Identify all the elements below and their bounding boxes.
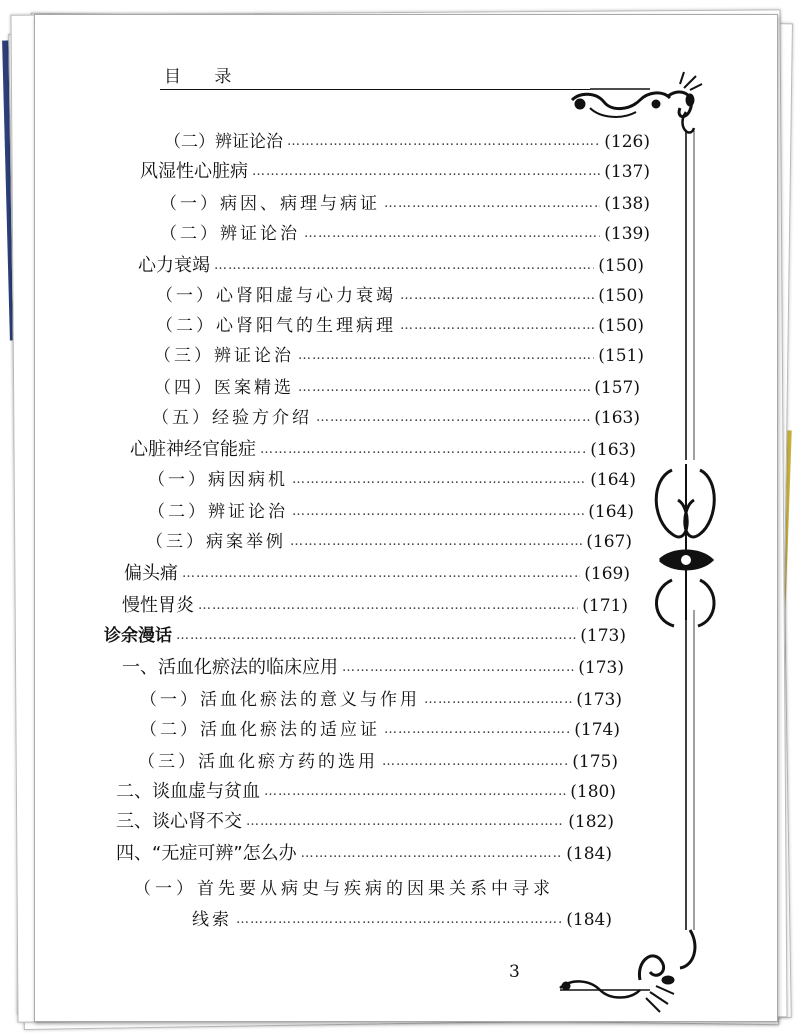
toc-entry bbox=[116, 808, 614, 836]
toc-entry-page: (126) bbox=[604, 132, 650, 152]
toc-entry-title: 风湿性心脏病 bbox=[140, 161, 248, 182]
toc-entry-page: (150) bbox=[598, 256, 644, 276]
toc-entry bbox=[116, 778, 616, 806]
leader-dots bbox=[384, 716, 570, 744]
leader-dots bbox=[236, 906, 562, 934]
toc-entry-title: （二）辨证论治 bbox=[148, 502, 288, 522]
toc-entry bbox=[154, 342, 644, 370]
toc-entry-page: (150) bbox=[598, 286, 644, 306]
toc-entry-page: (164) bbox=[590, 470, 636, 490]
toc-entry-title: 诊余漫话 bbox=[104, 626, 172, 646]
leader-dots bbox=[400, 312, 594, 340]
toc-entry-title: （一）病因、病理与病证 bbox=[160, 194, 380, 214]
toc-entry-page: (180) bbox=[570, 782, 616, 802]
toc-entry-title: 心脏神经官能症 bbox=[130, 439, 256, 460]
toc-entry-page: (138) bbox=[604, 194, 650, 214]
leader-dots bbox=[304, 220, 600, 248]
toc-entry-page: (171) bbox=[582, 596, 628, 616]
leader-dots bbox=[214, 252, 594, 280]
toc-entry-page: (173) bbox=[576, 690, 622, 710]
toc-entry-title: （四）医案精选 bbox=[154, 378, 294, 398]
leader-dots bbox=[252, 158, 600, 186]
toc-entry-title: （二）辨证论治 bbox=[160, 224, 300, 244]
toc-entry-page: (150) bbox=[598, 316, 644, 336]
leader-dots bbox=[260, 436, 586, 464]
toc-entry-title: 心力衰竭 bbox=[138, 255, 210, 276]
leader-dots bbox=[290, 528, 582, 556]
toc-entry bbox=[122, 654, 624, 682]
toc-entry bbox=[140, 158, 650, 186]
toc-entry bbox=[138, 252, 644, 280]
toc-entry bbox=[160, 190, 650, 218]
toc-part-heading bbox=[104, 622, 626, 650]
leader-dots bbox=[182, 560, 580, 588]
toc-entry-title: 三、谈心肾不交 bbox=[116, 811, 242, 832]
toc-entry bbox=[148, 466, 636, 494]
header-rule bbox=[160, 89, 590, 90]
toc-entry bbox=[164, 128, 650, 156]
toc-entry-title: （三）活血化瘀方药的选用 bbox=[138, 752, 378, 772]
leader-dots bbox=[301, 840, 563, 868]
toc-entry-title: （三）辨证论治 bbox=[154, 346, 294, 366]
toc-entry bbox=[156, 312, 644, 340]
toc-entry bbox=[140, 686, 622, 714]
toc-entry bbox=[160, 220, 650, 248]
toc-entry-page: (157) bbox=[594, 378, 640, 398]
toc-entry bbox=[154, 374, 640, 402]
toc-entry bbox=[130, 436, 636, 464]
toc-entry bbox=[140, 716, 620, 744]
leader-dots bbox=[298, 374, 590, 402]
toc-entry-title: 偏头痛 bbox=[124, 563, 178, 584]
toc-entry bbox=[148, 498, 634, 526]
toc-entry-title: 四、“无症可辨”怎么办 bbox=[116, 843, 297, 864]
toc-entry-title: （二）活血化瘀法的适应证 bbox=[140, 720, 380, 740]
toc-entry-page: (184) bbox=[566, 844, 612, 864]
toc-entry bbox=[146, 528, 632, 556]
toc-entry-page: (163) bbox=[590, 440, 636, 460]
leader-dots bbox=[198, 592, 578, 620]
toc-entry-page: (175) bbox=[572, 752, 618, 772]
toc-entry bbox=[116, 840, 612, 868]
toc-entry bbox=[152, 404, 640, 432]
toc-entry-title: （二）心肾阳气的生理病理 bbox=[156, 316, 396, 336]
leader-dots bbox=[316, 404, 590, 432]
leader-dots bbox=[292, 498, 584, 526]
toc-entry-title-line1: （一）首先要从病史与疾病的因果关系中寻求 bbox=[134, 879, 554, 899]
toc-entry-title: （三）病案举例 bbox=[146, 532, 286, 552]
leader-dots bbox=[287, 128, 600, 156]
toc-entry-title: （五）经验方介绍 bbox=[152, 408, 312, 428]
toc-entry-title: 一、活血化瘀法的临床应用 bbox=[122, 657, 338, 678]
leader-dots bbox=[246, 808, 564, 836]
toc-entry bbox=[124, 560, 630, 588]
toc-entry-page: (163) bbox=[594, 408, 640, 428]
leader-dots bbox=[384, 190, 600, 218]
toc-entry-page: (184) bbox=[566, 910, 612, 930]
toc-entry bbox=[122, 592, 628, 620]
toc-entry-page: (164) bbox=[588, 502, 634, 522]
leader-dots bbox=[264, 778, 566, 806]
toc-entry-title: （一）活血化瘀法的意义与作用 bbox=[140, 690, 420, 710]
toc-entry bbox=[138, 748, 618, 776]
toc-entry-page: (182) bbox=[568, 812, 614, 832]
toc-entry-page: (173) bbox=[580, 626, 626, 646]
leader-dots bbox=[424, 686, 572, 714]
page-number: 3 bbox=[509, 962, 520, 982]
running-header: 目 录 bbox=[164, 67, 246, 87]
toc-entry bbox=[156, 282, 644, 310]
toc-entry-title: （二）辨证论治 bbox=[164, 132, 283, 152]
toc-entry-title: （一）心肾阳虚与心力衰竭 bbox=[156, 286, 396, 306]
toc-entry-page: (169) bbox=[584, 564, 630, 584]
toc-entry-title: 慢性胃炎 bbox=[122, 595, 194, 616]
toc-entry-title: （一）病因病机 bbox=[148, 470, 288, 490]
leader-dots bbox=[292, 466, 586, 494]
leader-dots bbox=[400, 282, 594, 310]
toc-entry-title: 线索 bbox=[192, 910, 232, 930]
leader-dots bbox=[342, 654, 574, 682]
leader-dots bbox=[298, 342, 594, 370]
toc-entry-page: (139) bbox=[604, 224, 650, 244]
toc-entry-title: 二、谈血虚与贫血 bbox=[116, 781, 260, 802]
leader-dots bbox=[176, 622, 576, 650]
toc-entry-page: (174) bbox=[574, 720, 620, 740]
toc-entry-page: (137) bbox=[604, 162, 650, 182]
toc-entry-page: (173) bbox=[578, 658, 624, 678]
leader-dots bbox=[382, 748, 568, 776]
toc-entry-page: (167) bbox=[586, 532, 632, 552]
toc-entry bbox=[192, 906, 612, 934]
toc-entry-page: (151) bbox=[598, 346, 644, 366]
